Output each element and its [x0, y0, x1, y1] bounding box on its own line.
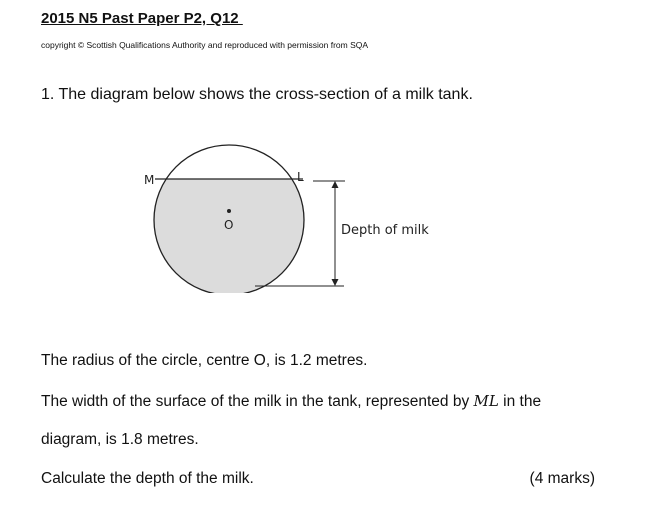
- width-statement-end: in the: [498, 393, 542, 410]
- width-statement-continued: diagram, is 1.8 metres.: [41, 431, 199, 448]
- depth-arrow-head-top: [332, 181, 339, 188]
- centre-point: [227, 209, 231, 213]
- label-m: M: [144, 173, 155, 187]
- depth-arrow-head-bottom: [332, 279, 339, 286]
- width-statement-text: The width of the surface of the milk in the tank, represented by: [41, 393, 474, 410]
- question-intro: 1. The diagram below shows the cross-section of a milk tank.: [41, 86, 473, 103]
- radius-statement: The radius of the circle, centre O, is 1.2 metres.: [41, 352, 368, 369]
- label-l: L: [297, 170, 304, 184]
- task-instruction: Calculate the depth of the milk.: [41, 470, 254, 487]
- milk-tank-diagram: [140, 128, 460, 293]
- ml-math: ML: [473, 392, 499, 410]
- width-statement: [41, 392, 541, 411]
- depth-label: Depth of milk: [341, 223, 429, 238]
- label-o: O: [224, 218, 234, 232]
- copyright-notice: copyright © Scottish Qualifications Authority and reproduced with permission from SQA: [41, 40, 369, 50]
- paper-title: 2015 N5 Past Paper P2, Q12: [41, 10, 243, 27]
- marks-allocation: (4 marks): [529, 470, 595, 487]
